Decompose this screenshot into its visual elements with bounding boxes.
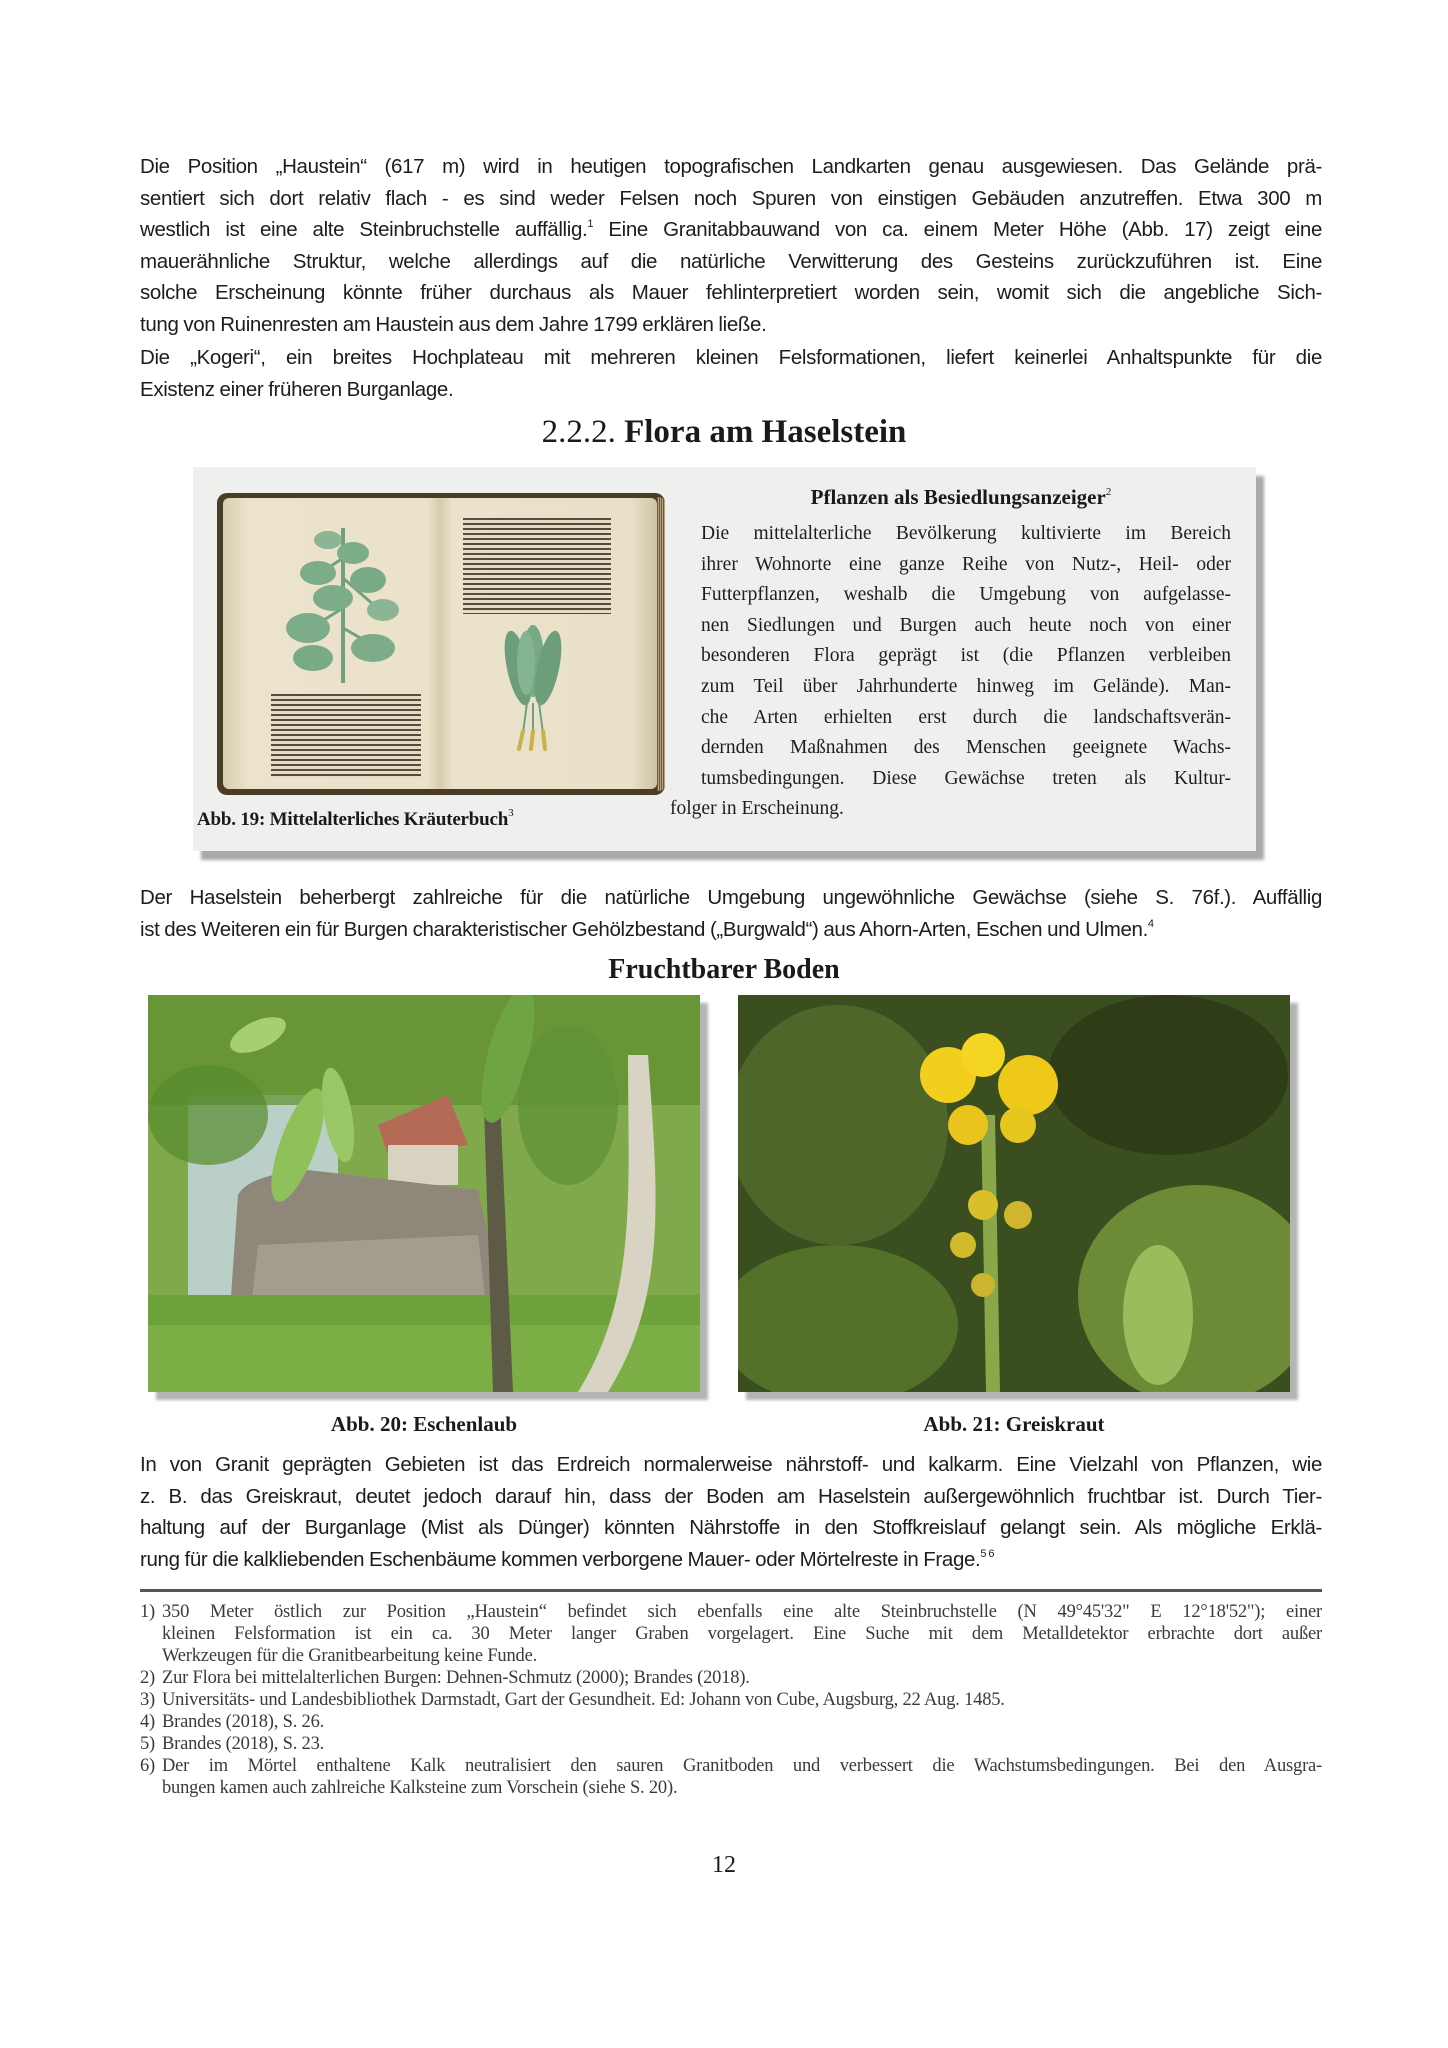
text-line: In von Granit geprägten Gebieten ist das Erdreich normalerweise nährstoff- und kalkarm. Eine Vielzahl von Pflanzen, wie bbox=[140, 1453, 1322, 1476]
footnote-ref[interactable]: 3 bbox=[508, 807, 514, 819]
text-line: haltung auf der Burganlage (Mist als Dünger) könnten Nährstoffe in den Stoffkreislauf gelangt sein. Als mögliche Erklä- bbox=[140, 1516, 1322, 1539]
herbal-book-image bbox=[217, 493, 665, 795]
figure-caption-text: Abb. 19: Mittelalterliches Kräuterbuch bbox=[197, 809, 509, 830]
footnote-line: 350 Meter östlich zur Position „Haustein“ befindet sich ebenfalls eine alte Steinbruchstelle (N 49°45'32" E 12°18'52"); einer bbox=[162, 1602, 1322, 1622]
text-line bbox=[140, 214, 1322, 246]
footnote-number: 5) bbox=[140, 1734, 156, 1754]
footnote-ref[interactable]: 5 6 bbox=[980, 1547, 995, 1560]
footnotes bbox=[140, 1601, 1322, 1799]
subheading: Fruchtbarer Boden bbox=[608, 954, 840, 985]
footnote-line: Zur Flora bei mittelalterlichen Burgen: Dehnen-Schmutz (2000); Brandes (2018). bbox=[162, 1668, 750, 1688]
text-line: nen Siedlungen und Burgen auch heute noch von einer bbox=[701, 614, 1231, 636]
text-fragment: Eine Granitabbauwand von ca. einem Meter Höhe (Abb. 17) zeigt eine bbox=[593, 218, 1323, 241]
plant-illustration-left bbox=[273, 518, 413, 688]
text-line bbox=[140, 1544, 1322, 1576]
text-line: Die Position „Haustein“ (617 m) wird in heutigen topografischen Landkarten genau ausgewiesen. Das Gelände prä- bbox=[140, 155, 1322, 178]
paragraph-fruchtbarer-boden bbox=[140, 1449, 1322, 1575]
ash-leaves-photo-illustration bbox=[148, 995, 700, 1392]
footnote-line: Brandes (2018), S. 23. bbox=[162, 1734, 325, 1754]
text-line bbox=[140, 914, 1322, 946]
footnote-number: 2) bbox=[140, 1668, 156, 1688]
book-pages bbox=[223, 498, 657, 789]
info-box-body bbox=[670, 519, 1231, 825]
photo-eschenlaub bbox=[148, 995, 700, 1392]
footnote-ref[interactable]: 4 bbox=[1147, 917, 1154, 930]
footnote-3 bbox=[140, 1689, 1322, 1711]
book-text-block bbox=[271, 694, 421, 778]
section-number: 2.2.2. bbox=[541, 414, 616, 450]
footnote-line: Universitäts- und Landesbibliothek Darmstadt, Gart der Gesundheit. Ed: Johann von Cube, Augsburg, 22 Aug. 1485. bbox=[162, 1690, 1005, 1710]
text-line: besonderen Flora geprägt ist (die Pflanzen verbleiben bbox=[701, 645, 1231, 667]
intro-paragraph-1 bbox=[140, 151, 1322, 340]
info-box-title-text: Pflanzen als Besiedlungsanzeiger bbox=[810, 485, 1106, 509]
text-line: sentiert sich dort relativ flach - es sind weder Felsen noch Spuren von einstigen Gebäuden anzutreffen. Etwa 300 m bbox=[140, 186, 1322, 210]
footnote-1 bbox=[140, 1601, 1322, 1667]
figure-caption: Abb. 21: Greiskraut bbox=[923, 1412, 1105, 1436]
text-line: dernden Maßnahmen des Menschen geeignete Wachs- bbox=[701, 737, 1231, 759]
plant-illustration-right bbox=[493, 623, 573, 753]
text-line: Die mittelalterliche Bevölkerung kultivierte im Bereich bbox=[701, 523, 1231, 544]
footnote-line: Der im Mörtel enthaltene Kalk neutralisiert den sauren Granitboden und verbessert die Wachstumsbedingungen. Bei den Ausgra- bbox=[162, 1756, 1322, 1776]
figure-caption: Abb. 20: Eschenlaub bbox=[330, 1412, 518, 1436]
ragwort-photo-illustration bbox=[738, 995, 1290, 1392]
info-box bbox=[193, 467, 1256, 851]
text-line: Der Haselstein beherbergt zahlreiche für die natürliche Umgebung ungewöhnliche Gewächse (siehe S. 76f.). Auffällig bbox=[140, 886, 1322, 909]
section-title: Flora am Haselstein bbox=[624, 414, 907, 450]
footnote-line: bungen kamen auch zahlreiche Kalksteine zum Vorschein (siehe S. 20). bbox=[162, 1778, 678, 1798]
text-line: Existenz einer früheren Burganlage. bbox=[140, 377, 454, 401]
text-line: mauerähnliche Struktur, welche allerdings auf die natürliche Verwitterung des Gesteins zurückzuführen ist. Eine bbox=[140, 249, 1322, 273]
text-line: tung von Ruinenresten am Haustein aus dem Jahre 1799 erklären ließe. bbox=[140, 312, 767, 336]
footnote-number: 3) bbox=[140, 1690, 156, 1710]
text-line: ihrer Wohnorte eine ganze Reihe von Nutz-, Heil- oder bbox=[701, 553, 1231, 575]
info-box-title bbox=[691, 485, 1231, 510]
text-line: zum Teil über Jahrhunderte hinweg im Gelände). Man- bbox=[701, 675, 1231, 697]
text-line: tumsbedingungen. Diese Gewächse treten als Kultur- bbox=[701, 767, 1231, 789]
footnote-ref[interactable]: 2 bbox=[1105, 486, 1112, 498]
footnote-number: 6) bbox=[140, 1756, 156, 1776]
footnote-2 bbox=[140, 1667, 1322, 1689]
intro-paragraph-2 bbox=[140, 342, 1322, 405]
text-fragment: rung für die kalkliebenden Eschenbäume kommen verborgene Mauer- oder Mörtelreste in Frage. bbox=[140, 1547, 981, 1571]
book-page-edge bbox=[657, 497, 665, 791]
footnote-number: 4) bbox=[140, 1712, 156, 1732]
page-number: 12 bbox=[712, 1852, 736, 1878]
figure-caption bbox=[197, 809, 667, 831]
text-line: solche Erscheinung könnte früher durchaus als Mauer fehlinterpretiert worden sein, womit sich die angebliche Sich- bbox=[140, 281, 1322, 304]
footnote-ref[interactable]: 1 bbox=[587, 218, 594, 230]
text-line: Die „Kogeri“, ein breites Hochplateau mit mehreren kleinen Felsformationen, liefert keinerlei Anhaltspunkte für die bbox=[140, 346, 1322, 369]
text-line: folger in Erscheinung. bbox=[670, 798, 844, 820]
text-line: z. B. das Greiskraut, deutet jedoch darauf hin, dass der Boden am Haselstein außergewöhnlich fruchtbar ist. Durch Tier- bbox=[140, 1484, 1322, 1508]
text-line: che Arten erhielten erst durch die landschaftsverän- bbox=[701, 706, 1231, 728]
text-line: Futterpflanzen, weshalb die Umgebung von aufgelasse- bbox=[701, 584, 1231, 606]
text-fragment: ist des Weiteren ein für Burgen charakteristischer Gehölzbestand („Burgwald“) aus Ahorn-Arten, Eschen und Ulmen. bbox=[140, 917, 1148, 941]
text-fragment: westlich ist eine alte Steinbruchstelle auffällig. bbox=[140, 218, 588, 241]
section-heading bbox=[0, 414, 1448, 451]
footnote-line: Werkzeugen für die Granitbearbeitung keine Funde. bbox=[162, 1646, 538, 1666]
footnote-divider bbox=[140, 1589, 1322, 1592]
footnote-5 bbox=[140, 1733, 1322, 1755]
photo-greiskraut bbox=[738, 995, 1290, 1392]
footnote-6 bbox=[140, 1755, 1322, 1799]
footnote-line: kleinen Felsformation ist ein ca. 30 Meter langer Graben vorgelagert. Eine Suche mit dem Metalldetektor erbrachte dort außer bbox=[162, 1624, 1322, 1644]
footnote-number: 1) bbox=[140, 1602, 156, 1622]
footnote-4 bbox=[140, 1711, 1322, 1733]
book-text-block bbox=[463, 518, 611, 614]
paragraph-burgwald bbox=[140, 882, 1322, 945]
footnote-line: Brandes (2018), S. 26. bbox=[162, 1712, 325, 1732]
